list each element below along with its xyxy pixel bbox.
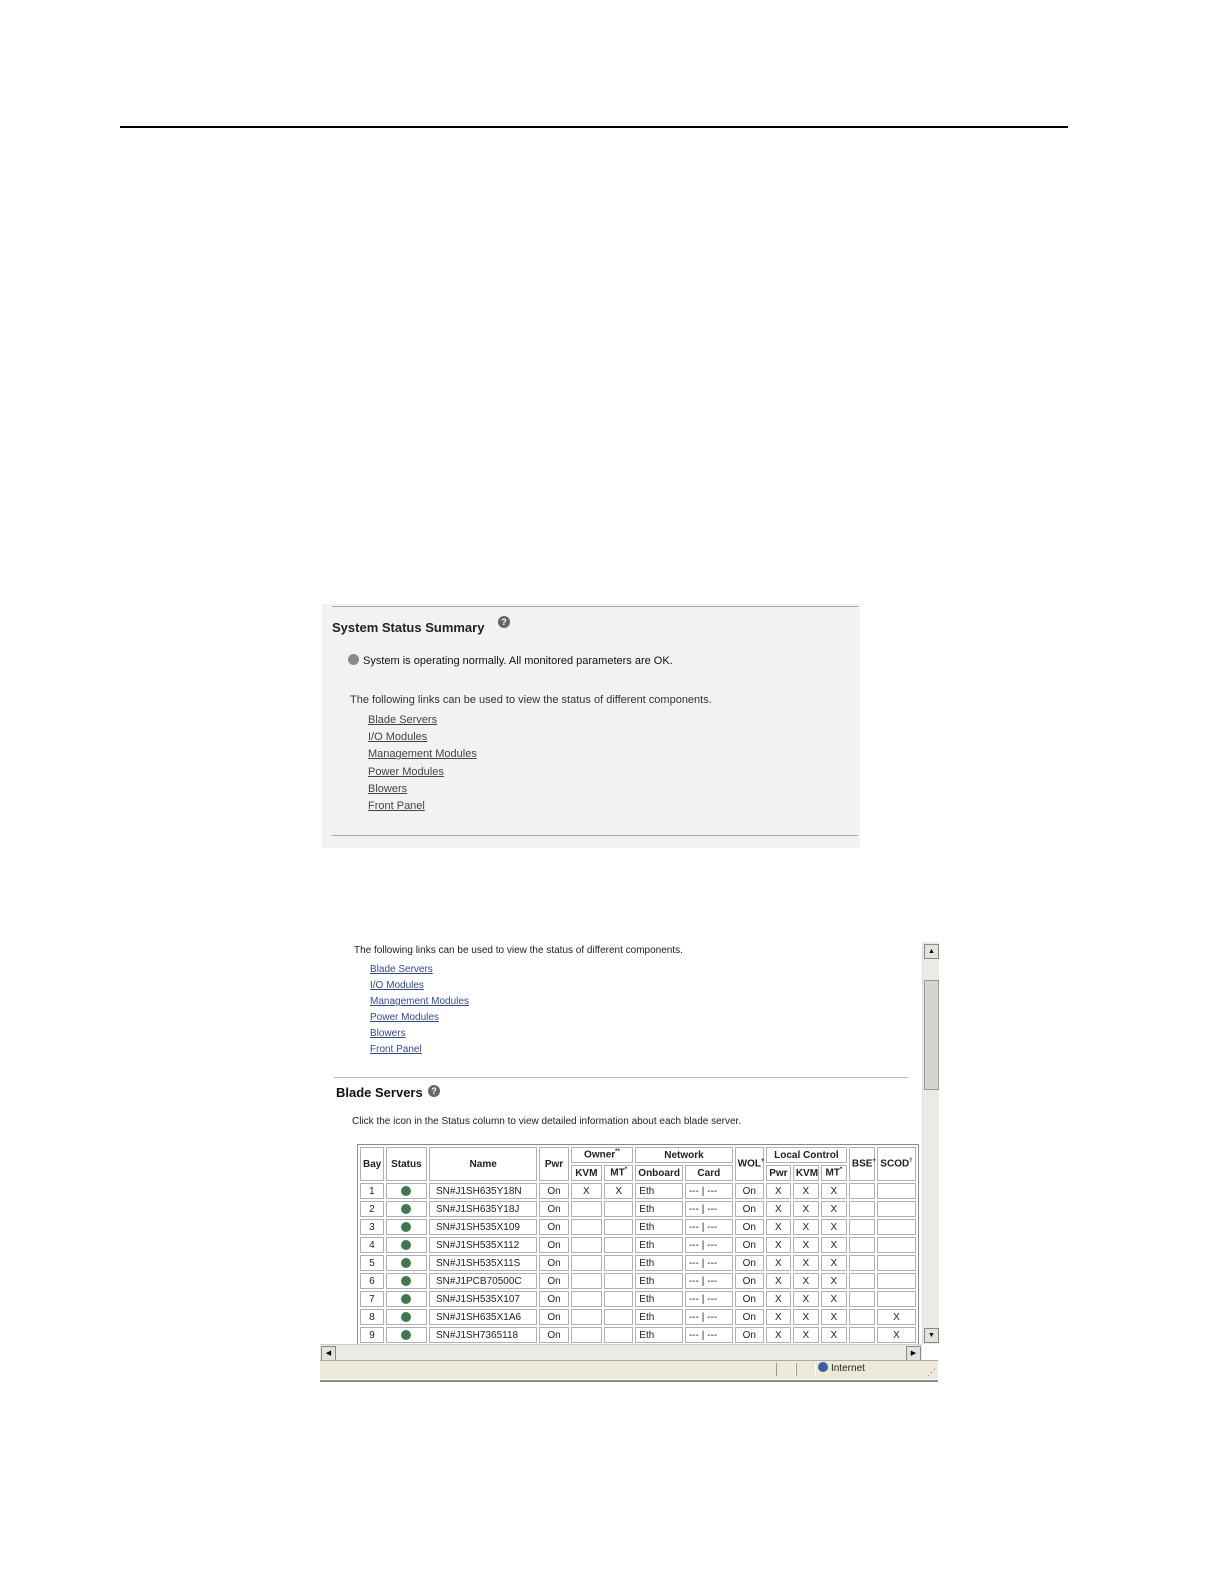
cell-owner-mt — [604, 1201, 633, 1217]
link-front-panel[interactable]: Front Panel — [370, 1044, 422, 1055]
cell-bay: 6 — [360, 1273, 384, 1289]
cell-name: SN#J1SH535X107 — [429, 1291, 537, 1307]
cell-bse — [849, 1291, 875, 1307]
cell-owner-mt — [604, 1219, 633, 1235]
col-header-bay: Bay — [360, 1147, 384, 1181]
col-header-wol: WOL+ — [735, 1147, 764, 1181]
table-row — [360, 1327, 916, 1343]
cell-lc-pwr: X — [766, 1219, 791, 1235]
link-management-modules[interactable]: Management Modules — [370, 996, 469, 1007]
col-header-owner-kvm: KVM — [571, 1165, 602, 1181]
cell-name: SN#J1SH7365118 — [429, 1327, 537, 1343]
cell-lc-mt: X — [821, 1201, 847, 1217]
cell-bay: 2 — [360, 1201, 384, 1217]
cell-scod: X — [877, 1309, 916, 1325]
cell-bse — [849, 1327, 875, 1343]
cell-pwr: On — [539, 1327, 568, 1343]
cell-status — [386, 1183, 427, 1199]
panel-title: System Status Summary — [332, 620, 485, 635]
section-divider — [334, 1077, 908, 1078]
cell-lc-pwr: X — [766, 1291, 791, 1307]
cell-lc-kvm: X — [793, 1201, 819, 1217]
cell-pwr: On — [539, 1309, 568, 1325]
cell-owner-kvm — [571, 1327, 602, 1343]
cell-card: --- | --- — [685, 1219, 733, 1235]
cell-status — [386, 1237, 427, 1253]
cell-lc-pwr: X — [766, 1255, 791, 1271]
status-pane — [776, 1363, 796, 1376]
cell-owner-kvm — [571, 1273, 602, 1289]
cell-wol: On — [735, 1183, 764, 1199]
col-header-status: Status — [386, 1147, 427, 1181]
cell-onboard: Eth — [635, 1255, 683, 1271]
cell-bse — [849, 1183, 875, 1199]
status-ok-icon[interactable] — [401, 1294, 411, 1304]
col-header-card: Card — [685, 1165, 733, 1181]
instructions-text: Click the icon in the Status column to view detailed information about each blade server. — [352, 1116, 742, 1127]
cell-owner-mt — [604, 1237, 633, 1253]
panel-bottom-divider — [332, 835, 858, 836]
cell-owner-kvm — [571, 1219, 602, 1235]
status-pane — [796, 1363, 816, 1376]
cell-owner-kvm — [571, 1255, 602, 1271]
security-zone — [818, 1362, 865, 1374]
cell-lc-mt: X — [821, 1327, 847, 1343]
cell-owner-kvm — [571, 1291, 602, 1307]
component-links — [370, 962, 469, 1058]
col-header-lc-pwr: Pwr — [766, 1165, 791, 1181]
status-ok-icon[interactable] — [401, 1186, 411, 1196]
cell-owner-kvm — [571, 1309, 602, 1325]
cell-onboard: Eth — [635, 1273, 683, 1289]
cell-bse — [849, 1201, 875, 1217]
system-status-summary-panel — [322, 604, 860, 848]
scroll-down-button[interactable]: ▼ — [924, 1328, 939, 1343]
cell-lc-kvm: X — [793, 1327, 819, 1343]
link-blowers[interactable]: Blowers — [370, 1028, 406, 1039]
cell-pwr: On — [539, 1183, 568, 1199]
system-status-text: System is operating normally. All monitored parameters are OK. — [363, 655, 673, 667]
cell-bse — [849, 1273, 875, 1289]
cell-lc-mt: X — [821, 1309, 847, 1325]
cell-status — [386, 1255, 427, 1271]
cell-lc-kvm: X — [793, 1183, 819, 1199]
status-ok-icon[interactable] — [401, 1222, 411, 1232]
cell-owner-mt — [604, 1309, 633, 1325]
link-power-modules[interactable]: Power Modules — [370, 1012, 439, 1023]
scroll-up-button[interactable]: ▲ — [924, 944, 939, 959]
status-ok-icon[interactable] — [401, 1258, 411, 1268]
cell-card: --- | --- — [685, 1255, 733, 1271]
cell-onboard: Eth — [635, 1201, 683, 1217]
table-row — [360, 1201, 916, 1217]
cell-onboard: Eth — [635, 1219, 683, 1235]
table-row — [360, 1237, 916, 1253]
cell-name: SN#J1SH635Y18J — [429, 1201, 537, 1217]
cell-bay: 8 — [360, 1309, 384, 1325]
cell-wol: On — [735, 1219, 764, 1235]
status-ok-icon — [348, 654, 359, 665]
cell-status — [386, 1201, 427, 1217]
link-power-modules[interactable]: Power Modules — [368, 765, 444, 778]
table-row — [360, 1183, 916, 1199]
help-icon[interactable]: ? — [428, 1085, 440, 1097]
cell-scod — [877, 1273, 916, 1289]
cell-name: SN#J1SH635Y18N — [429, 1183, 537, 1199]
cell-bay: 1 — [360, 1183, 384, 1199]
col-header-network: Network — [635, 1147, 732, 1163]
cell-status — [386, 1309, 427, 1325]
link-io-modules[interactable]: I/O Modules — [370, 980, 424, 991]
resize-grip-icon[interactable]: ⋰ — [927, 1367, 936, 1377]
cell-owner-mt — [604, 1327, 633, 1343]
cell-scod — [877, 1237, 916, 1253]
cell-owner-mt — [604, 1273, 633, 1289]
table-row — [360, 1291, 916, 1307]
internet-zone-icon — [818, 1362, 828, 1372]
cell-onboard: Eth — [635, 1309, 683, 1325]
col-header-name: Name — [429, 1147, 537, 1181]
cell-bse — [849, 1255, 875, 1271]
scroll-right-button[interactable]: ▶ — [906, 1346, 921, 1361]
cell-card: --- | --- — [685, 1183, 733, 1199]
cell-name: SN#J1SH535X112 — [429, 1237, 537, 1253]
cell-lc-kvm: X — [793, 1273, 819, 1289]
cell-lc-mt: X — [821, 1219, 847, 1235]
cell-wol: On — [735, 1237, 764, 1253]
status-ok-icon[interactable] — [401, 1276, 411, 1286]
cell-lc-kvm: X — [793, 1219, 819, 1235]
col-header-bse: BSE+ — [849, 1147, 875, 1181]
zone-label: Internet — [831, 1363, 865, 1374]
cell-onboard: Eth — [635, 1183, 683, 1199]
cell-bay: 3 — [360, 1219, 384, 1235]
cell-owner-mt: X — [604, 1183, 633, 1199]
cell-pwr: On — [539, 1201, 568, 1217]
cell-name: SN#J1SH535X109 — [429, 1219, 537, 1235]
cell-onboard: Eth — [635, 1327, 683, 1343]
table-row — [360, 1219, 916, 1235]
cell-pwr: On — [539, 1237, 568, 1253]
cell-scod — [877, 1201, 916, 1217]
vertical-scrollbar[interactable] — [922, 942, 939, 1344]
browser-window-blade-servers — [320, 942, 938, 1382]
cell-onboard: Eth — [635, 1237, 683, 1253]
status-ok-icon[interactable] — [401, 1330, 411, 1340]
cell-name: SN#J1SH635X1A6 — [429, 1309, 537, 1325]
cell-scod — [877, 1183, 916, 1199]
cell-lc-kvm: X — [793, 1255, 819, 1271]
cell-status — [386, 1219, 427, 1235]
browser-status-bar — [320, 1360, 938, 1379]
blade-servers-table-viewport — [357, 1144, 919, 1341]
col-header-owner-mt: MT* — [604, 1165, 633, 1181]
cell-wol: On — [735, 1309, 764, 1325]
cell-card: --- | --- — [685, 1327, 733, 1343]
scroll-left-button[interactable]: ◀ — [321, 1346, 336, 1361]
vertical-scroll-thumb[interactable] — [924, 980, 939, 1090]
table-row — [360, 1309, 916, 1325]
cell-onboard: Eth — [635, 1291, 683, 1307]
cell-lc-mt: X — [821, 1273, 847, 1289]
system-status-line — [348, 654, 673, 667]
status-ok-icon[interactable] — [401, 1312, 411, 1322]
col-header-local-control: Local Control — [766, 1147, 847, 1163]
cell-lc-mt: X — [821, 1237, 847, 1253]
cell-bay: 9 — [360, 1327, 384, 1343]
cell-card: --- | --- — [685, 1309, 733, 1325]
cell-pwr: On — [539, 1219, 568, 1235]
links-intro-text: The following links can be used to view the status of different components. — [350, 694, 712, 706]
link-blade-servers[interactable]: Blade Servers — [368, 714, 438, 726]
cell-lc-pwr: X — [766, 1237, 791, 1253]
cell-lc-mt: X — [821, 1291, 847, 1307]
cell-lc-pwr: X — [766, 1201, 791, 1217]
cell-owner-kvm — [571, 1237, 602, 1253]
cell-wol: On — [735, 1291, 764, 1307]
cell-owner-kvm: X — [571, 1183, 602, 1199]
cell-scod: X — [877, 1327, 916, 1343]
cell-wol: On — [735, 1255, 764, 1271]
cell-pwr: On — [539, 1291, 568, 1307]
cell-lc-kvm: X — [793, 1237, 819, 1253]
col-header-lc-mt: MT* — [821, 1165, 847, 1181]
blade-servers-table — [357, 1144, 919, 1346]
blade-servers-table-body — [360, 1183, 916, 1343]
link-io-modules[interactable]: I/O Modules — [368, 731, 428, 744]
cell-card: --- | --- — [685, 1273, 733, 1289]
cell-scod — [877, 1291, 916, 1307]
col-header-scod: SCOD† — [877, 1147, 916, 1181]
col-header-owner: Owner** — [571, 1147, 634, 1163]
help-icon[interactable]: ? — [498, 616, 510, 628]
cell-lc-pwr: X — [766, 1273, 791, 1289]
cell-name: SN#J1PCB70500C — [429, 1273, 537, 1289]
cell-pwr: On — [539, 1273, 568, 1289]
cell-lc-mt: X — [821, 1183, 847, 1199]
cell-wol: On — [735, 1273, 764, 1289]
cell-bse — [849, 1309, 875, 1325]
links-intro-text: The following links can be used to view the status of different components. — [354, 945, 683, 956]
cell-scod — [877, 1219, 916, 1235]
cell-lc-pwr: X — [766, 1309, 791, 1325]
cell-owner-mt — [604, 1291, 633, 1307]
cell-card: --- | --- — [685, 1201, 733, 1217]
cell-lc-pwr: X — [766, 1183, 791, 1199]
cell-pwr: On — [539, 1255, 568, 1271]
cell-owner-mt — [604, 1255, 633, 1271]
cell-lc-kvm: X — [793, 1309, 819, 1325]
table-row — [360, 1273, 916, 1289]
cell-owner-kvm — [571, 1201, 602, 1217]
cell-name: SN#J1SH535X11S — [429, 1255, 537, 1271]
cell-card: --- | --- — [685, 1237, 733, 1253]
cell-bse — [849, 1237, 875, 1253]
section-title: Blade Servers — [336, 1085, 423, 1100]
col-header-lc-kvm: KVM — [793, 1165, 819, 1181]
cell-bay: 7 — [360, 1291, 384, 1307]
cell-status — [386, 1291, 427, 1307]
component-links — [368, 712, 477, 815]
cell-status — [386, 1327, 427, 1343]
cell-lc-mt: X — [821, 1255, 847, 1271]
cell-lc-pwr: X — [766, 1327, 791, 1343]
col-header-pwr: Pwr — [539, 1147, 568, 1181]
panel-top-divider — [332, 606, 858, 607]
status-ok-icon[interactable] — [401, 1240, 411, 1250]
link-front-panel[interactable]: Front Panel — [368, 800, 425, 813]
cell-bay: 5 — [360, 1255, 384, 1271]
cell-status — [386, 1273, 427, 1289]
cell-scod — [877, 1255, 916, 1271]
col-header-onboard: Onboard — [635, 1165, 683, 1181]
cell-bse — [849, 1219, 875, 1235]
cell-wol: On — [735, 1327, 764, 1343]
cell-lc-kvm: X — [793, 1291, 819, 1307]
table-row — [360, 1255, 916, 1271]
cell-bay: 4 — [360, 1237, 384, 1253]
link-blowers[interactable]: Blowers — [368, 782, 408, 795]
horizontal-scrollbar[interactable] — [320, 1344, 922, 1361]
page-top-rule — [120, 126, 1068, 128]
cell-wol: On — [735, 1201, 764, 1217]
link-management-modules[interactable]: Management Modules — [368, 748, 477, 761]
cell-card: --- | --- — [685, 1291, 733, 1307]
link-blade-servers[interactable]: Blade Servers — [370, 964, 433, 975]
status-ok-icon[interactable] — [401, 1204, 411, 1214]
